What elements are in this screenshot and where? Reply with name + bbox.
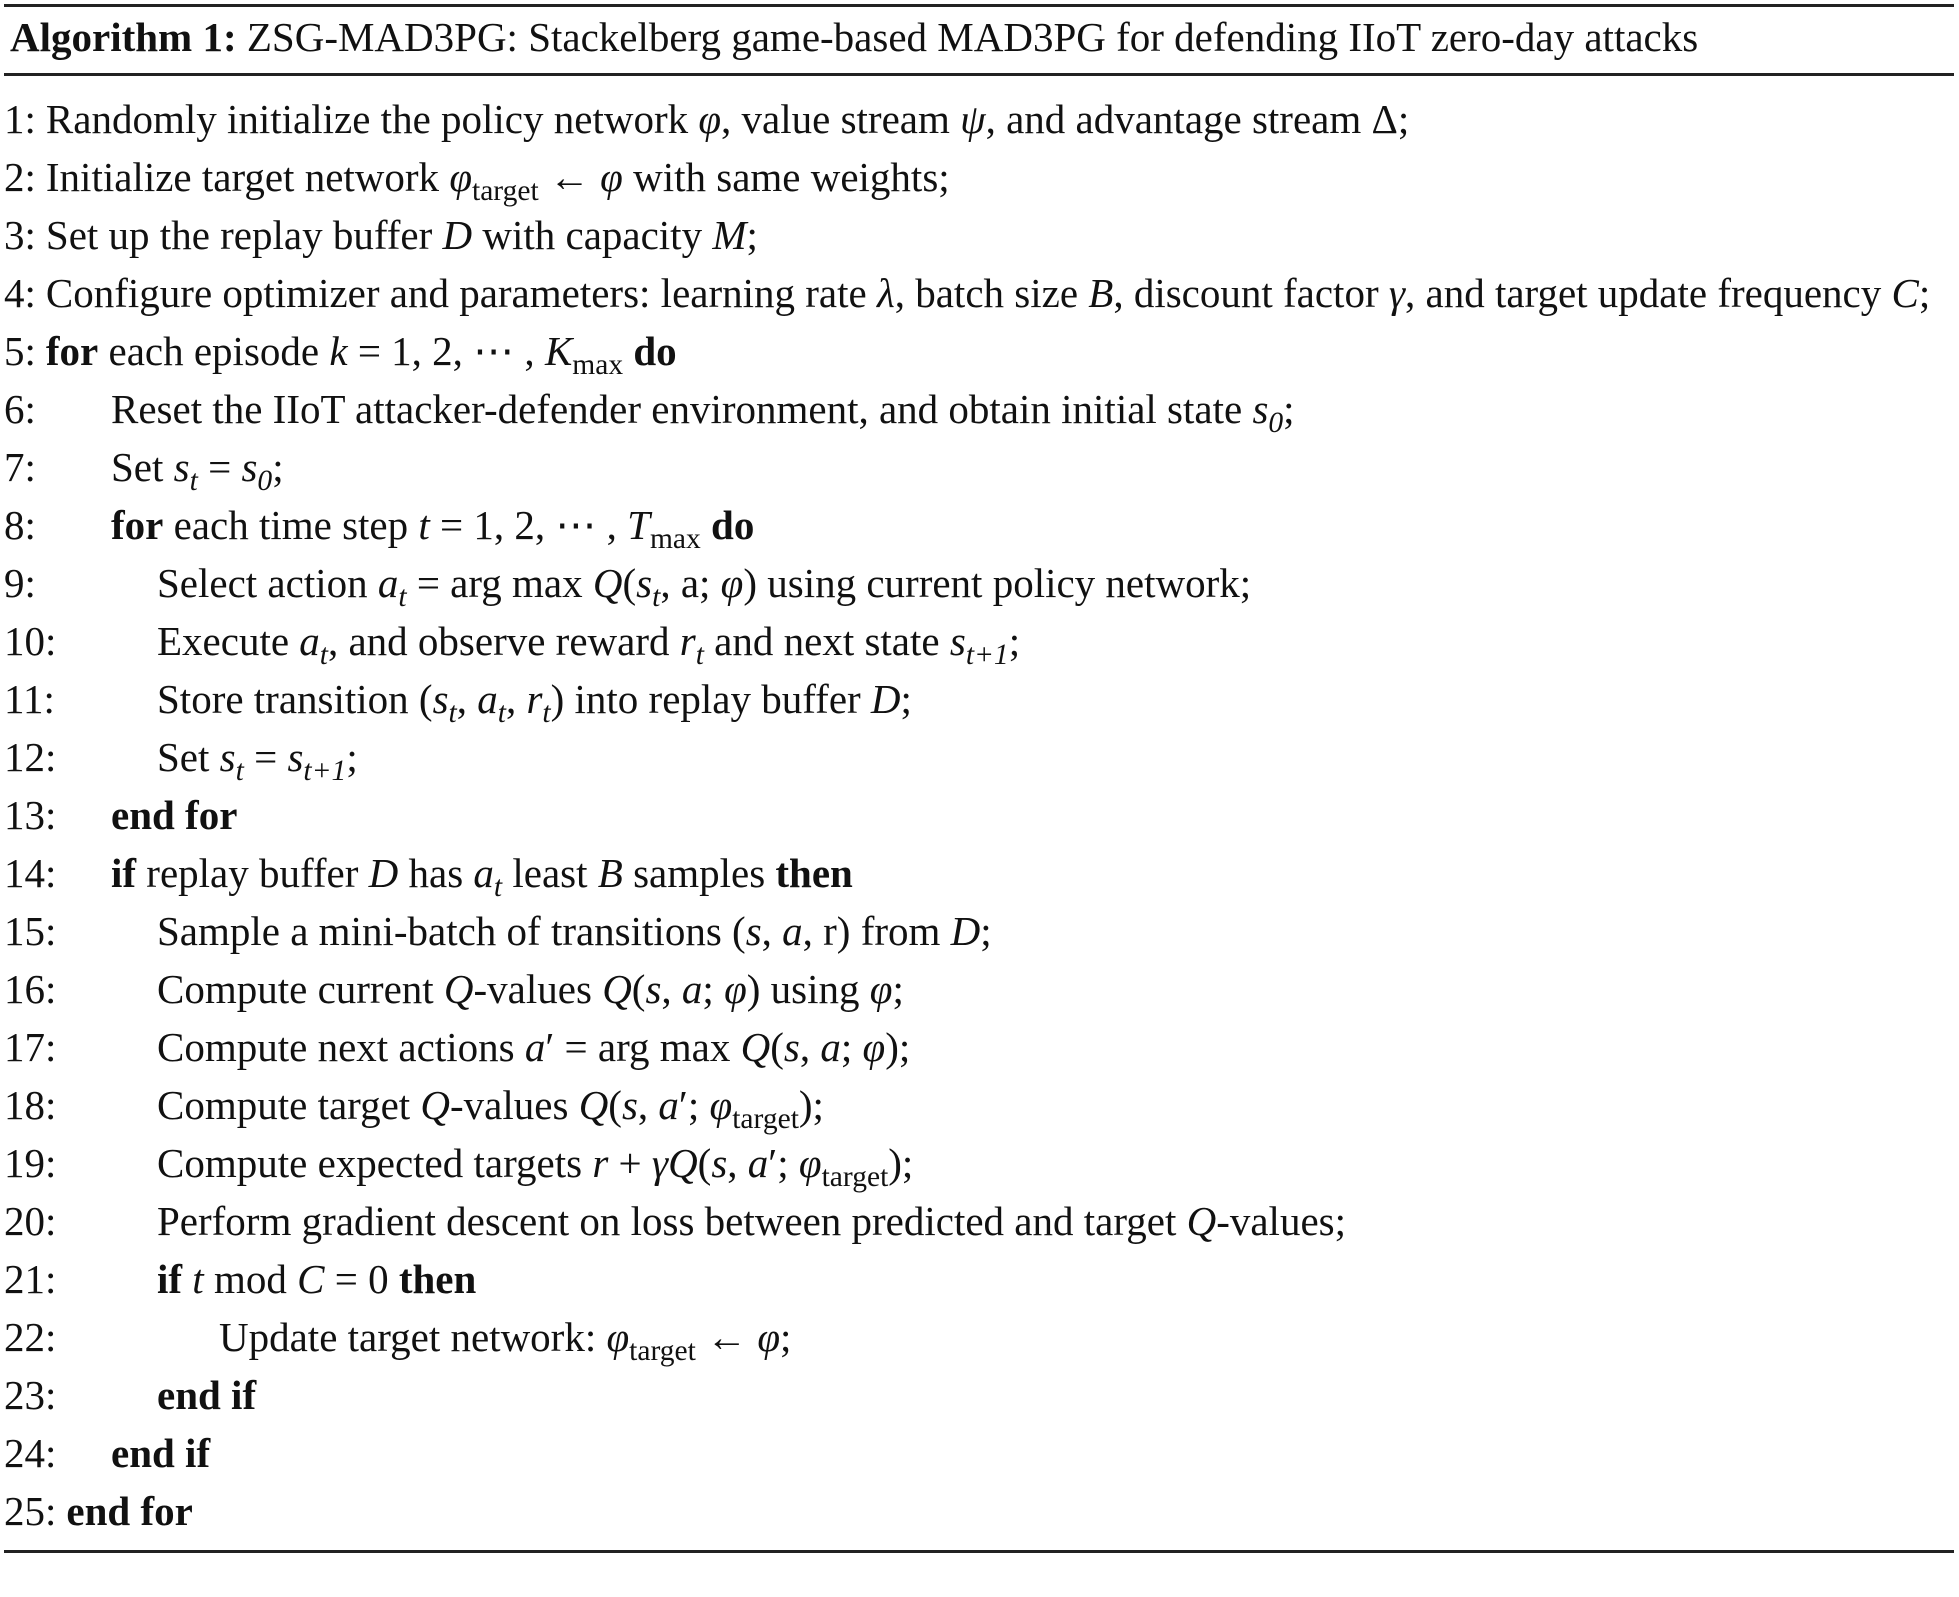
algorithm-line — [4, 1366, 1954, 1424]
line-code: end for — [111, 792, 238, 838]
line-code: if replay buffer D has $a_t$ least B samples then — [111, 850, 853, 904]
line-code: Reset the IIoT attacker-defender environment, and obtain initial state $s_0$; — [111, 386, 1295, 440]
line-code: Set up the replay buffer D with capacity M; — [45, 212, 758, 258]
algorithm-title: ZSG-MAD3PG: Stackelberg game-based MAD3PG for defending IIoT zero-day attacks — [246, 14, 1699, 60]
line-number: 1: — [4, 96, 36, 142]
line-code: if t mod C = 0 then — [157, 1256, 477, 1302]
line-number: 10: — [4, 618, 57, 664]
algorithm-line — [4, 670, 1954, 728]
line-number: 16: — [4, 966, 57, 1012]
line-code: end for — [66, 1488, 193, 1534]
line-number: 19: — [4, 1140, 57, 1186]
line-number: 5: — [4, 328, 36, 374]
line-code: Randomly initialize the policy network φ, value stream ψ, and advantage stream Δ; — [45, 96, 1410, 142]
line-code: Compute expected targets r + γQ(s, a′; $\varphi_{target}$); — [157, 1140, 914, 1194]
line-code: Initialize target network $\varphi_{target}$ ← φ with same weights; — [45, 154, 950, 208]
line-number: 12: — [4, 734, 57, 780]
line-number: 13: — [4, 792, 57, 838]
algorithm-line — [4, 438, 1954, 496]
algorithm-line — [4, 844, 1954, 902]
line-code: for each episode k = 1, 2, ⋯ , $K_{max}$ do — [45, 328, 677, 382]
line-number: 9: — [4, 560, 36, 606]
line-code: end if — [157, 1372, 257, 1418]
algorithm-line — [4, 1308, 1954, 1366]
line-number: 18: — [4, 1082, 57, 1128]
line-code: Select action $a_t$ = arg $\max Q(s_t$, a; φ) using current policy network; — [157, 560, 1252, 614]
algorithm-line — [4, 612, 1954, 670]
algorithm-line — [4, 1424, 1954, 1482]
algorithm-line — [4, 554, 1954, 612]
algorithm-line — [4, 786, 1954, 844]
line-code: end if — [111, 1430, 211, 1476]
line-number: 7: — [4, 444, 36, 490]
line-code: Set $s_t = s_0$; — [111, 444, 284, 498]
line-number: 15: — [4, 908, 57, 954]
line-code: Sample a mini-batch of transitions (s, a, r) from D; — [157, 908, 992, 954]
line-number: 22: — [4, 1314, 57, 1360]
line-code: Configure optimizer and parameters: learning rate λ, batch size B, discount factor γ, and target update frequency C; — [45, 270, 1931, 316]
algorithm-line — [4, 960, 1954, 1018]
algorithm-line — [4, 148, 1954, 206]
line-number: 4: — [4, 270, 36, 316]
algorithm-box — [4, 0, 1954, 1553]
line-number: 20: — [4, 1198, 57, 1244]
line-code: Set $s_t = s_{t+1}$; — [157, 734, 358, 788]
algorithm-header — [4, 7, 1954, 61]
algorithm-line — [4, 1250, 1954, 1308]
line-code: Update target network: $\varphi_{target}$ ← φ; — [219, 1314, 792, 1368]
algorithm-line — [4, 90, 1954, 148]
algorithm-line — [4, 322, 1954, 380]
line-number: 3: — [4, 212, 36, 258]
line-number: 24: — [4, 1430, 57, 1476]
algorithm-line — [4, 264, 1954, 322]
algorithm-label: Algorithm 1: — [10, 14, 237, 60]
line-number: 6: — [4, 386, 36, 432]
line-number: 8: — [4, 502, 36, 548]
algorithm-body — [4, 76, 1954, 1540]
algorithm-line — [4, 902, 1954, 960]
algorithm-line — [4, 1076, 1954, 1134]
line-number: 17: — [4, 1024, 57, 1070]
algorithm-line — [4, 1192, 1954, 1250]
line-code: Store transition ($s_t$, $a_t$, $r_t$) into replay buffer D; — [157, 676, 912, 730]
algorithm-line — [4, 1134, 1954, 1192]
line-number: 11: — [4, 676, 55, 722]
line-number: 14: — [4, 850, 57, 896]
algorithm-line — [4, 380, 1954, 438]
algorithm-line — [4, 1018, 1954, 1076]
line-number: 21: — [4, 1256, 57, 1302]
line-code: Execute $a_t$, and observe reward $r_t$ and next state $s_{t+1}$; — [157, 618, 1021, 672]
bottom-rule — [4, 1550, 1954, 1553]
line-code: Perform gradient descent on loss between predicted and target Q-values; — [157, 1198, 1346, 1244]
line-number: 25: — [4, 1488, 57, 1534]
line-code: Compute target Q-values Q(s, a′; $\varphi_{target}$); — [157, 1082, 824, 1136]
algorithm-line — [4, 728, 1954, 786]
line-code: for each time step t = 1, 2, ⋯ , $T_{max}$ do — [111, 502, 755, 556]
line-code: Compute current Q-values Q(s, a; φ) using φ; — [157, 966, 904, 1012]
line-number: 23: — [4, 1372, 57, 1418]
algorithm-line — [4, 206, 1954, 264]
algorithm-line — [4, 1482, 1954, 1540]
line-number: 2: — [4, 154, 36, 200]
algorithm-line — [4, 496, 1954, 554]
line-code: Compute next actions a′ = arg max Q(s, a; φ); — [157, 1024, 911, 1070]
